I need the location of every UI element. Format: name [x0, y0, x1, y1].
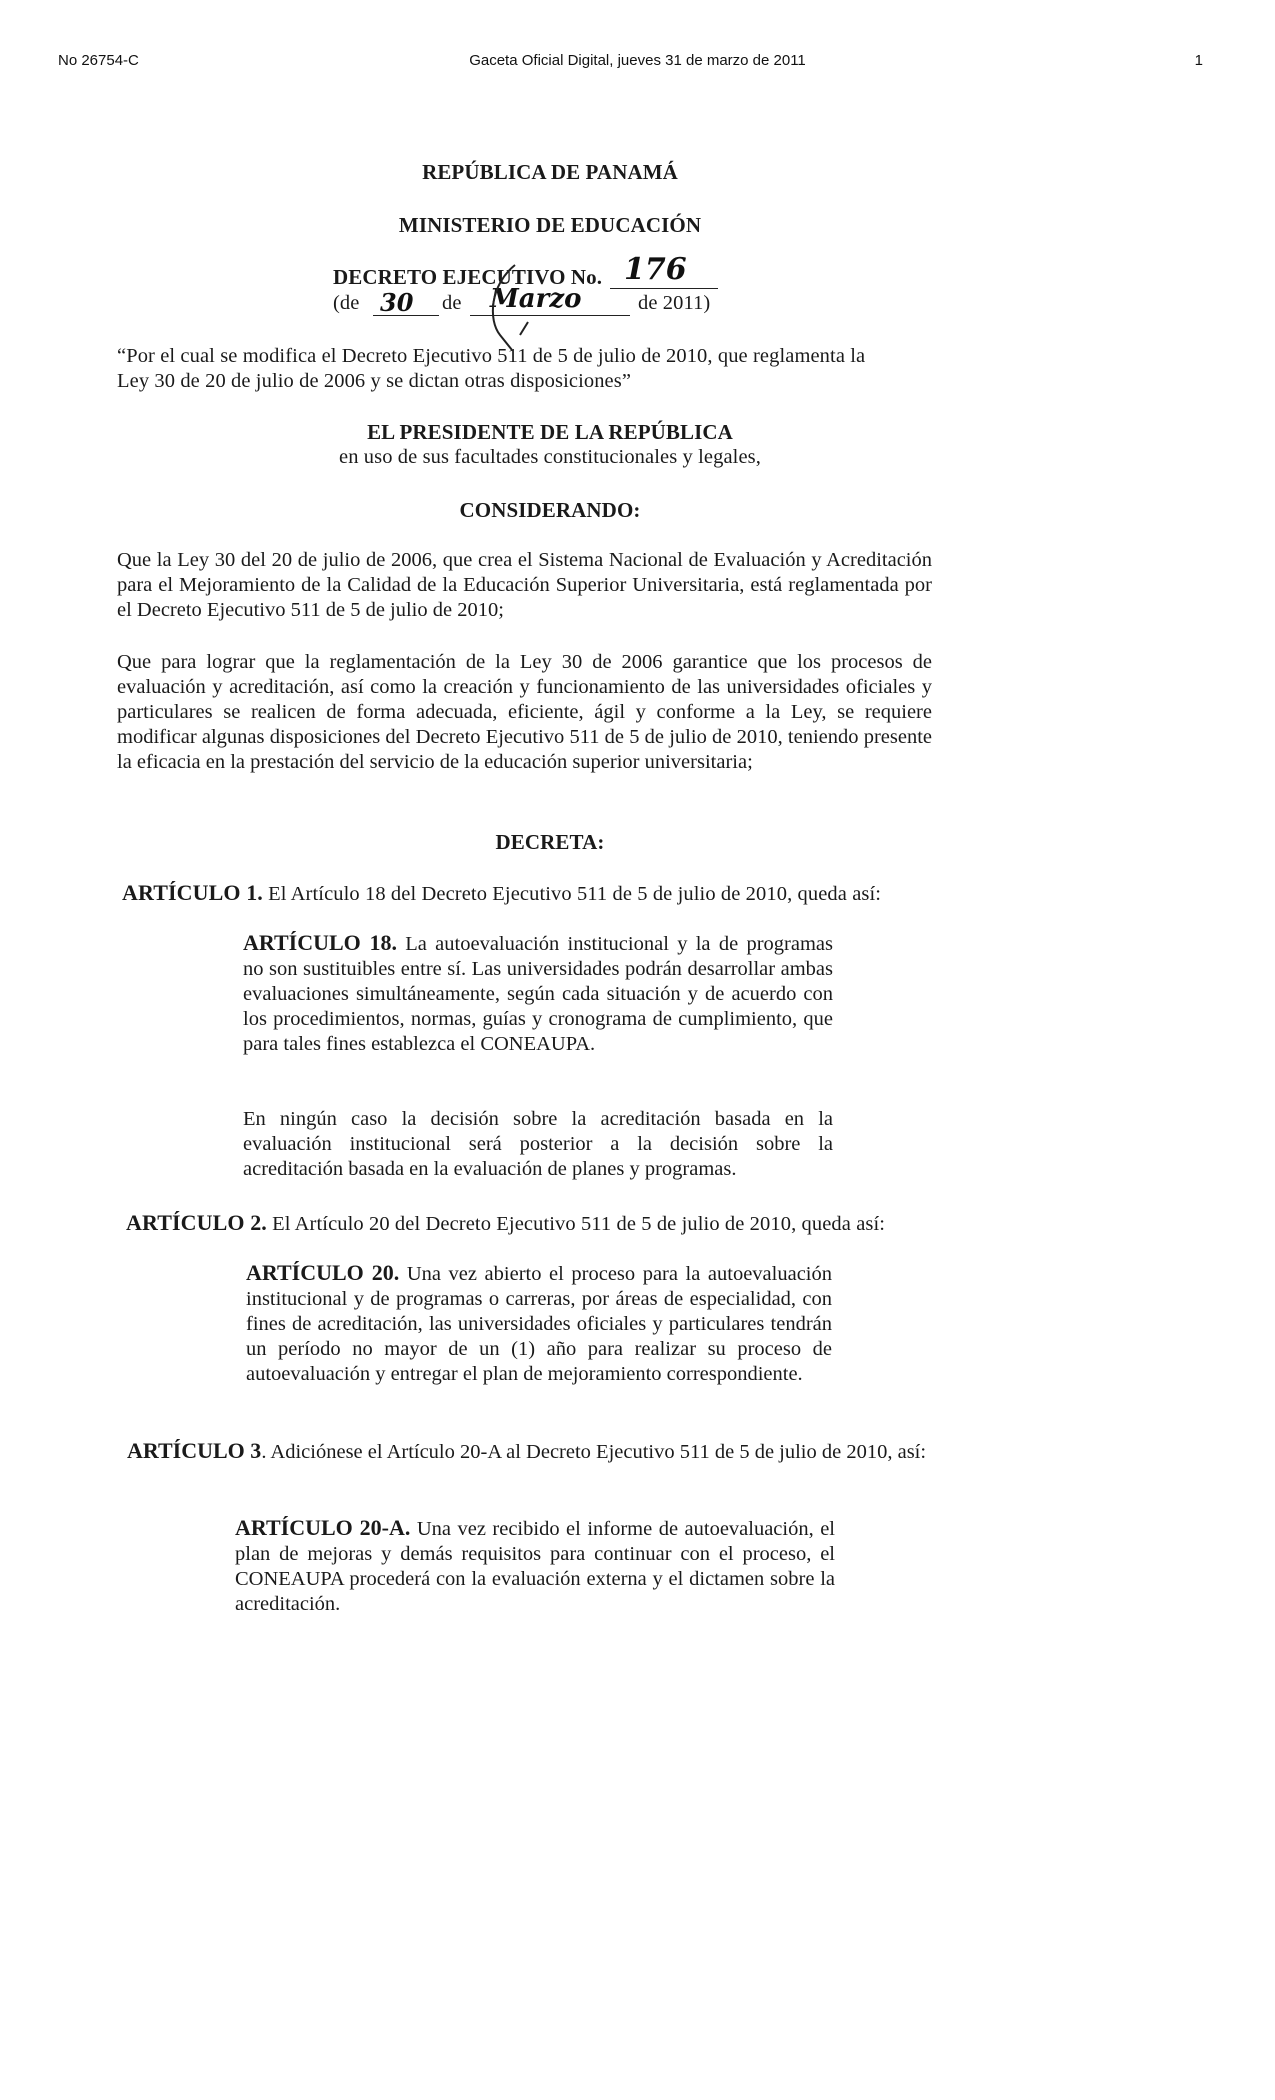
date-open: (de	[333, 292, 360, 314]
gazette-title: Gaceta Oficial Digital, jueves 31 de marzo de 2011	[469, 52, 806, 69]
gazette-number: No 26754-C	[58, 52, 139, 69]
ministry-heading: MINISTERIO DE EDUCACIÓN	[398, 213, 702, 237]
article-20a-text: Una vez recibido el informe de autoevaluación, el plan de mejoras y demás requisitos para continuar con el proceso, el CONEAUPA procederá con la evaluación externa y el dictamen sobre la acreditación.	[235, 1518, 835, 1615]
republic-heading: REPÚBLICA DE PANAMÁ	[422, 160, 678, 184]
article-1	[122, 880, 881, 906]
date-year: de 2011)	[638, 292, 711, 314]
faculties-line: en uso de sus facultades constitucionales y legales,	[339, 446, 761, 468]
article-3-label: ARTÍCULO 3	[127, 1438, 262, 1463]
considerando-2: Que para lograr que la reglamentación de la Ley 30 de 2006 garantice que los procesos de evaluación y acreditación, así como la creación y funcionamiento de las universidades oficiales y particulares se realicen de forma adecuada, eficiente, ágil y conforme a la Ley, se requiere modificar algunas disposiciones del Decreto Ejecutivo 511 de 5 de julio de 2010, teniendo presente la eficacia en la prestación del servicio de la educación superior universitaria;	[117, 651, 932, 773]
considering-heading: CONSIDERANDO:	[459, 498, 641, 522]
decreta-heading: DECRETA:	[495, 830, 605, 854]
date-de: de	[442, 292, 462, 314]
president-heading: EL PRESIDENTE DE LA REPÚBLICA	[367, 420, 733, 444]
article-1-label: ARTÍCULO 1.	[122, 880, 263, 905]
decree-title-line2: Ley 30 de 20 de julio de 2006 y se dictan otras disposiciones”	[117, 370, 632, 392]
decree-title-line1: “Por el cual se modifica el Decreto Ejecutivo 511 de 5 de julio de 2010, que reglamenta la	[117, 345, 866, 367]
decree-label: DECRETO EJECUTIVO No.	[333, 265, 603, 289]
article-20-label: ARTÍCULO 20.	[246, 1260, 400, 1285]
handwriting-flourish-icon	[0, 0, 1275, 400]
decree-number-handwritten: 176	[624, 252, 687, 287]
article-3	[127, 1438, 937, 1465]
article-3-text: . Adiciónese el Artículo 20-A al Decreto Ejecutivo 511 de 5 de julio de 2010, así:	[261, 1441, 927, 1463]
article-20a-label: ARTÍCULO 20-A.	[235, 1515, 411, 1540]
date-day-handwritten: 30	[380, 288, 414, 317]
article-20a-block	[235, 1515, 835, 1617]
article-2	[126, 1210, 885, 1236]
article-18-text: La autoevaluación institucional y la de programas no son sustituibles entre sí. Las universidades podrán desarrollar ambas evaluaciones simultáneamente, según cada situación y de acuerdo con los procedimientos, normas, guías y cronograma de cumplimiento, que para tales fines establezca el CONEAUPA.	[243, 933, 833, 1055]
article-18-label: ARTÍCULO 18.	[243, 930, 397, 955]
article-20-block	[246, 1260, 832, 1387]
article-18-paragraph-2: En ningún caso la decisión sobre la acreditación basada en la evaluación institucional será posterior a la decisión sobre la acreditación basada en la evaluación de planes y programas.	[243, 1108, 833, 1180]
article-1-text: El Artículo 18 del Decreto Ejecutivo 511 de 5 de julio de 2010, queda así:	[262, 883, 882, 905]
page-number: 1	[1194, 52, 1203, 69]
article-18-block	[243, 930, 833, 1057]
considerando-1: Que la Ley 30 del 20 de julio de 2006, que crea el Sistema Nacional de Evaluación y Acreditación para el Mejoramiento de la Calidad de la Educación Superior Universitaria, está reglamentada por el Decreto Ejecutivo 511 de 5 de julio de 2010;	[117, 549, 932, 621]
article-2-label: ARTÍCULO 2.	[126, 1210, 267, 1235]
article-2-text: El Artículo 20 del Decreto Ejecutivo 511 de 5 de julio de 2010, queda así:	[266, 1213, 886, 1235]
date-month-handwritten: Marzo	[490, 284, 582, 314]
article-20-text: Una vez abierto el proceso para la autoevaluación institucional y de programas o carreras, por áreas de especialidad, con fines de acreditación, las universidades oficiales y particulares tendrán un período no mayor de un (1) año para realizar su proceso de autoevaluación y entregar el plan de mejoramiento correspondiente.	[246, 1263, 832, 1385]
